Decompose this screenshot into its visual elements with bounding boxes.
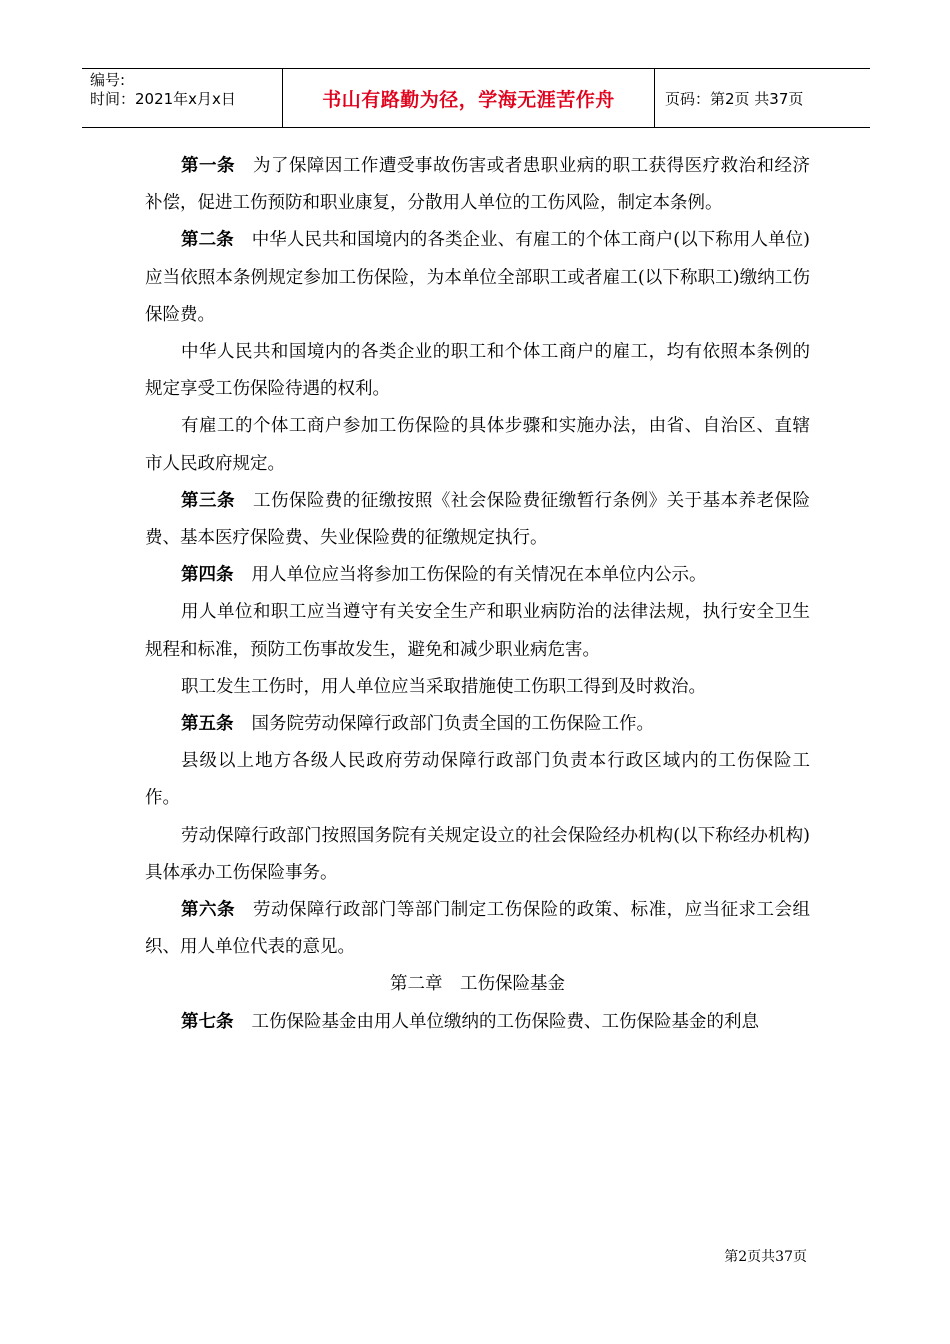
article-number: 第三条 xyxy=(181,490,235,511)
paragraph-text: 国务院劳动保障行政部门负责全国的工伤保险工作。 xyxy=(251,714,654,735)
paragraph xyxy=(145,334,810,408)
paragraph xyxy=(145,594,810,668)
date-label: 时间：2021年x月x日 xyxy=(90,90,236,108)
paragraph-text: 中华人民共和国境内的各类企业、有雇工的个体工商户(以下称用人单位)应当依照本条例规定参加工伤保险，为本单位全部职工或者雇工(以下称职工)缴纳工伤保险费。 xyxy=(145,230,810,325)
header-table xyxy=(82,68,870,128)
article-paragraph xyxy=(145,222,810,334)
paragraph-text: 用人单位和职工应当遵守有关安全生产和职业病防治的法律法规，执行安全卫生规程和标准，预防工伤事故发生，避免和减少职业病危害。 xyxy=(145,602,810,660)
article-number: 第七条 xyxy=(181,1011,234,1032)
document-body xyxy=(145,148,810,1041)
paragraph-text: 中华人民共和国境内的各类企业的职工和个体工商户的雇工，均有依照本条例的规定享受工伤保险待遇的权利。 xyxy=(145,342,810,400)
article-paragraph xyxy=(145,706,810,743)
footer-page-number: 第2页共37页 xyxy=(724,1249,807,1265)
paragraph xyxy=(145,743,810,817)
article-paragraph xyxy=(145,1004,810,1041)
header-meta xyxy=(82,69,282,127)
paragraph-text: 工伤保险费的征缴按照《社会保险费征缴暂行条例》关于基本养老保险费、基本医疗保险费、失业保险费的征缴规定执行。 xyxy=(145,490,811,549)
article-number: 第四条 xyxy=(181,565,234,586)
paragraph-text: 有雇工的个体工商户参加工伤保险的具体步骤和实施办法，由省、自治区、直辖市人民政府规定。 xyxy=(145,416,810,474)
paragraph-text: 用人单位应当将参加工伤保险的有关情况在本单位内公示。 xyxy=(251,565,707,586)
paragraph-text: 劳动保障行政部门按照国务院有关规定设立的社会保险经办机构(以下称经办机构)具体承办工伤保险事务。 xyxy=(145,825,810,883)
article-paragraph xyxy=(145,557,810,594)
paragraph-text: 职工发生工伤时，用人单位应当采取措施使工伤职工得到及时救治。 xyxy=(181,676,706,697)
number-label: 编号: xyxy=(90,71,126,89)
article-paragraph xyxy=(145,483,810,557)
article-number: 第一条 xyxy=(181,156,235,176)
paragraph-text: 县级以上地方各级人民政府劳动保障行政部门负责本行政区域内的工伤保险工作。 xyxy=(145,751,810,809)
chapter-heading: 第二章 工伤保险基金 xyxy=(390,974,565,995)
paragraph xyxy=(145,408,810,482)
header-page-cell xyxy=(655,69,870,127)
paragraph-text: 劳动保障行政部门等部门制定工伤保险的政策、标准，应当征求工会组织、用人单位代表的意见。 xyxy=(145,900,811,958)
article-paragraph xyxy=(145,892,810,966)
paragraph-text: 为了保障因工作遭受事故伤害或者患职业病的职工获得医疗救治和经济补偿，促进工伤预防和职业康复，分散用人单位的工伤风险，制定本条例。 xyxy=(145,156,811,214)
article-paragraph xyxy=(145,148,810,222)
header-page-label: 页码：第2页 共37页 xyxy=(665,89,804,108)
article-number: 第六条 xyxy=(181,900,235,921)
paragraph xyxy=(145,818,810,892)
article-number: 第五条 xyxy=(181,714,234,735)
paragraph-text: 工伤保险基金由用人单位缴纳的工伤保险费、工伤保险基金的利息 xyxy=(251,1011,759,1032)
paragraph xyxy=(145,669,810,706)
header-motto-cell xyxy=(282,69,655,127)
article-number: 第二条 xyxy=(181,230,234,251)
motto: 书山有路勤为径，学海无涯苦作舟 xyxy=(322,88,615,111)
